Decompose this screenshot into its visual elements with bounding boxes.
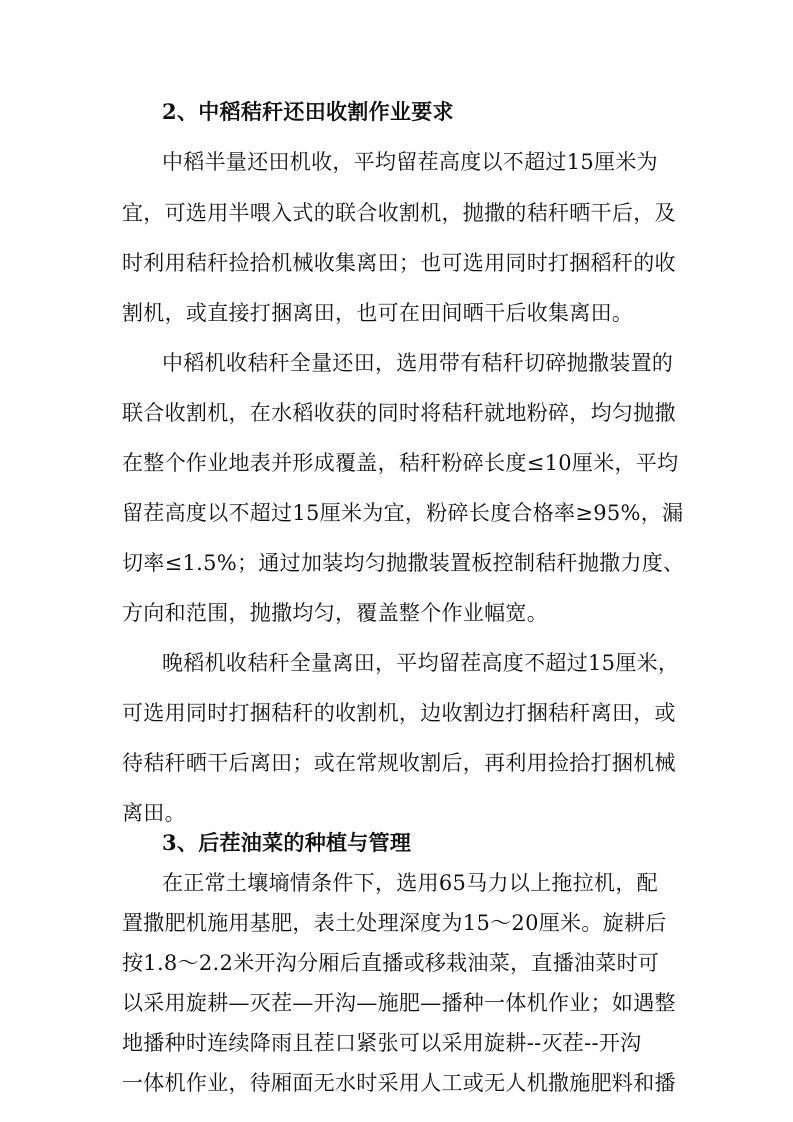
section-2-paragraph-2-line-5: 切率≤1.5%；通过加装均匀抛撒装置板控制秸秆抛撒力度、: [122, 551, 685, 575]
section-3-paragraph-1-line-3: 按1.8～2.2米开沟分厢后直播或移栽油菜，直播油菜时可: [122, 951, 660, 975]
section-3-heading: 3、后茬油菜的种植与管理: [162, 830, 412, 855]
section-2-paragraph-1-line-1: 中稻半量还田机收，平均留茬高度以不超过15厘米为: [162, 150, 658, 174]
section-2-heading: 2、中稻秸秆还田收割作业要求: [162, 99, 454, 124]
section-2-paragraph-3-line-3: 待秸秆晒干后离田；或在常规收割后，再利用捡拾打捆机械: [122, 751, 676, 775]
section-3-paragraph-1-line-5: 地播种时连续降雨且茬口紧张可以采用旋耕--灭茬--开沟: [122, 1031, 642, 1055]
section-2-paragraph-1-line-2: 宜，可选用半喂入式的联合收割机，抛撒的秸秆晒干后，及: [122, 201, 676, 225]
section-2-paragraph-2-line-6: 方向和范围，抛撒均匀，覆盖整个作业幅宽。: [122, 601, 548, 625]
section-2-paragraph-3-line-4: 离田。: [122, 801, 186, 825]
section-2-paragraph-2-line-1: 中稻机收秸秆全量还田，选用带有秸秆切碎抛撒装置的: [162, 351, 674, 375]
section-2-paragraph-2-line-4: 留茬高度以不超过15厘米为宜，粉碎长度合格率≥95%，漏: [122, 501, 684, 525]
section-2-paragraph-1-line-4: 割机，或直接打捆离田，也可在田间晒干后收集离田。: [122, 301, 634, 325]
section-3-paragraph-1-line-1: 在正常土壤墒情条件下，选用65马力以上拖拉机，配: [162, 871, 658, 895]
section-3-paragraph-1-line-2: 置撒肥机施用基肥，表土处理深度为15～20厘米。旋耕后: [122, 911, 667, 935]
section-2-paragraph-3-line-1: 晚稻机收秸秆全量离田，平均留茬高度不超过15厘米，: [162, 651, 680, 675]
section-3-paragraph-1-line-4: 以采用旋耕—灭茬—开沟—施肥—播种一体机作业；如遇整: [122, 991, 676, 1015]
section-3-paragraph-1-line-6: 一体机作业，待厢面无水时采用人工或无人机撒施肥料和播: [122, 1071, 676, 1095]
section-2-paragraph-1-line-3: 时利用秸秆捡拾机械收集离田；也可选用同时打捆稻秆的收: [122, 251, 676, 275]
section-2-paragraph-3-line-2: 可选用同时打捆秸秆的收割机，边收割边打捆秸秆离田，或: [122, 701, 676, 725]
section-2-paragraph-2-line-2: 联合收割机，在水稻收获的同时将秸秆就地粉碎，均匀抛撒: [122, 401, 676, 425]
section-2-paragraph-2-line-3: 在整个作业地表并形成覆盖，秸秆粉碎长度≤10厘米，平均: [122, 451, 679, 475]
